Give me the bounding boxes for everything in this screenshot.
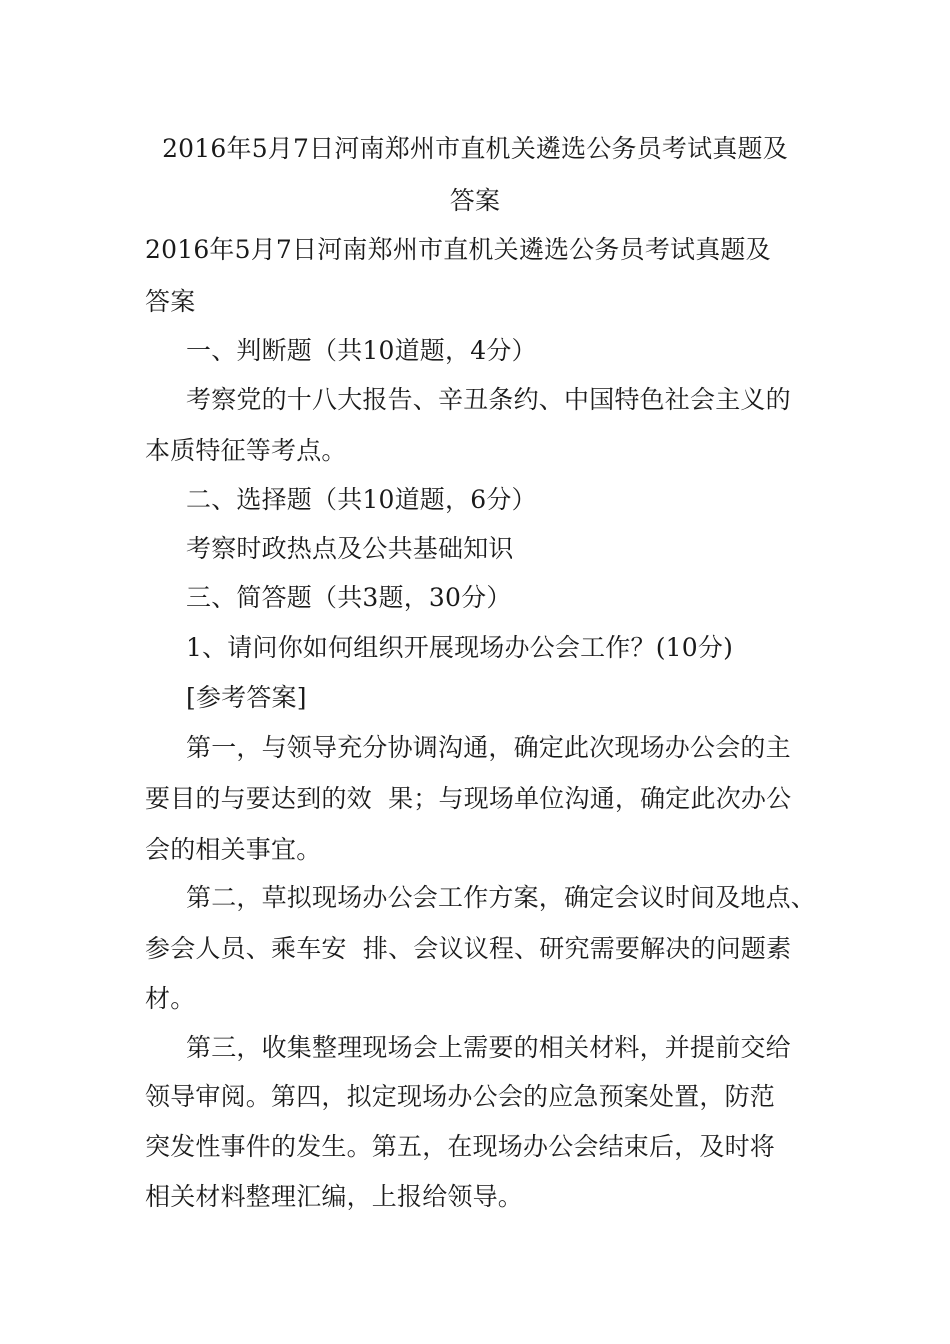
document-subtitle-line-1: 2016年5月7日河南郑州市直机关遴选公务员考试真题及: [145, 235, 771, 264]
answer-paragraph-3-line-1: 第三，收集整理现场会上需要的相关材料，并提前交给: [186, 1033, 791, 1062]
answer-paragraph-1-line-1: 第一，与领导充分协调沟通，确定此次现场办公会的主: [186, 733, 791, 762]
document-subtitle-line-2: 答案: [145, 287, 196, 316]
answer-paragraph-3-line-3: 突发性事件的发生。第五，在现场办公会结束后，及时将: [145, 1132, 776, 1161]
answer-paragraph-1-line-2: 要目的与要达到的效 果；与现场单位沟通，确定此次办公: [145, 784, 792, 813]
answer-paragraph-1-line-3: 会的相关事宜。: [145, 835, 322, 864]
section2-body: 考察时政热点及公共基础知识: [186, 534, 514, 563]
answer-label: [参考答案]: [186, 683, 307, 712]
answer-paragraph-3-line-2: 领导审阅。第四，拟定现场办公会的应急预案处置，防范: [145, 1082, 776, 1111]
question-1: 1、请问你如何组织开展现场办公会工作？(10分): [186, 633, 734, 662]
section3-heading: 三、简答题（共3题，30分）: [186, 583, 512, 612]
answer-paragraph-2-line-3: 材。: [145, 984, 196, 1013]
section1-heading: 一、判断题（共10道题，4分）: [186, 336, 537, 365]
answer-paragraph-2-line-1: 第二，草拟现场办公会工作方案，确定会议时间及地点、: [186, 883, 817, 912]
section2-heading: 二、选择题（共10道题，6分）: [186, 485, 537, 514]
answer-paragraph-3-line-4: 相关材料整理汇编，上报给领导。: [145, 1182, 524, 1211]
answer-paragraph-2-line-2: 参会人员、乘车安 排、会议议程、研究需要解决的问题素: [145, 934, 792, 963]
document-title-line-1: 2016年5月7日河南郑州市直机关遴选公务员考试真题及: [162, 134, 788, 163]
section1-body-line-1: 考察党的十八大报告、辛丑条约、中国特色社会主义的: [186, 385, 791, 414]
section1-body-line-2: 本质特征等考点。: [145, 436, 347, 465]
document-title-line-2: 答案: [449, 186, 501, 215]
